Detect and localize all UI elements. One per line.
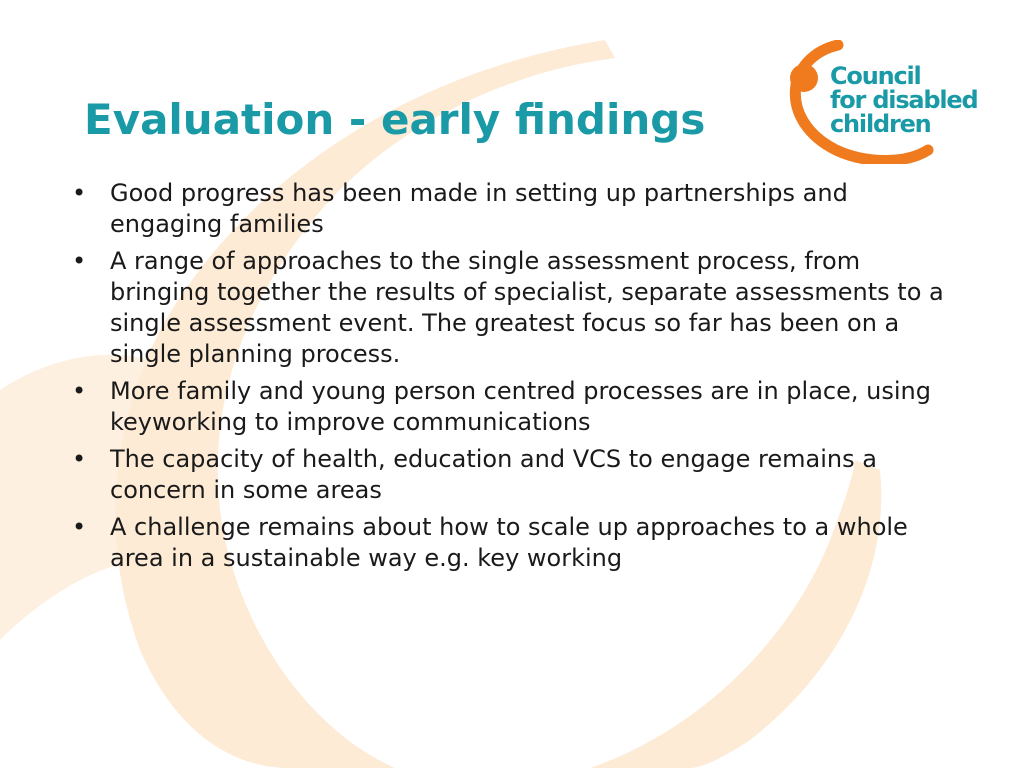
- logo-word-for-disabled: for disabled: [830, 86, 978, 114]
- list-item: [72, 246, 952, 370]
- bullet-dot-icon: •: [72, 179, 87, 207]
- logo-ring-dot: [790, 64, 818, 92]
- list-item: [72, 178, 952, 240]
- bullet-dot-icon: •: [72, 247, 87, 275]
- council-for-disabled-children-logo: [786, 40, 996, 164]
- list-item-text: Good progress has been made in setting up partnerships and engaging families: [110, 179, 848, 238]
- list-item-text: A range of approaches to the single assessment process, from bringing together the results of specialist, separate assessments to a single assessment event. The greatest focus so far has been on a single planning process.: [110, 247, 944, 368]
- logo-word-council: Council: [830, 62, 921, 90]
- list-item-text: A challenge remains about how to scale up approaches to a whole area in a sustainable way e.g. key working: [110, 513, 908, 572]
- list-item-text: More family and young person centred processes are in place, using keyworking to improve communications: [110, 377, 931, 436]
- bullet-dot-icon: •: [72, 377, 87, 405]
- list-item: [72, 512, 952, 574]
- list-item-text: The capacity of health, education and VCS to engage remains a concern in some areas: [110, 445, 877, 504]
- list-item: [72, 376, 952, 438]
- list-item: [72, 444, 952, 506]
- logo-word-children: children: [830, 110, 931, 138]
- bullet-dot-icon: •: [72, 445, 87, 473]
- slide-title: Evaluation - early findings: [84, 95, 706, 144]
- bullet-dot-icon: •: [72, 513, 87, 541]
- findings-list: [72, 178, 952, 580]
- orange-ring-logo-icon: [786, 40, 996, 164]
